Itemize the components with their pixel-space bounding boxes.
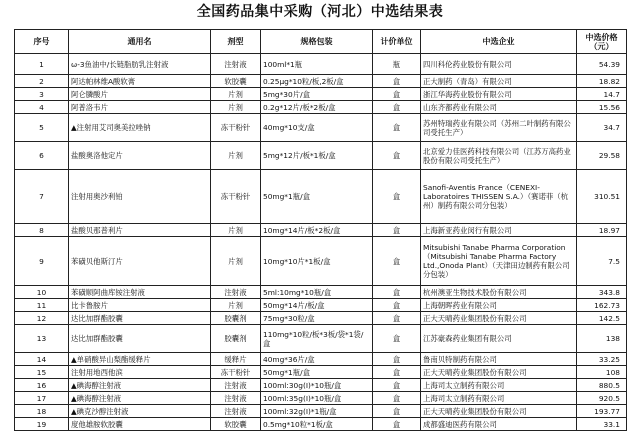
table-row [15, 379, 627, 392]
table-row [15, 114, 627, 142]
cell-spec: 10mg*14片/板*2板/盒 [261, 224, 373, 237]
cell-company: 正大制药（青岛）有限公司 [421, 75, 577, 88]
cell-company: 上海司太立制药有限公司 [421, 379, 577, 392]
cell-name: ▲单硝酸异山梨酯缓释片 [69, 353, 211, 366]
cell-seq: 19 [15, 418, 69, 431]
cell-unit: 盒 [373, 379, 421, 392]
cell-spec: 100ml:35g(I)*10瓶/盒 [261, 392, 373, 405]
cell-unit: 盒 [373, 325, 421, 353]
cell-price: 142.5 [577, 312, 627, 325]
cell-seq: 4 [15, 101, 69, 114]
header-name: 通用名 [69, 30, 211, 54]
cell-spec: 50mg*1瓶/盒 [261, 170, 373, 224]
cell-seq: 7 [15, 170, 69, 224]
cell-price: 108 [577, 366, 627, 379]
cell-form: 软胶囊 [211, 75, 261, 88]
cell-form: 注射液 [211, 392, 261, 405]
cell-company: 上海朝晖药业有限公司 [421, 299, 577, 312]
results-table [14, 29, 627, 431]
cell-company: 上海新亚药业闵行有限公司 [421, 224, 577, 237]
cell-unit: 盒 [373, 286, 421, 299]
table-row [15, 101, 627, 114]
cell-unit: 盒 [373, 237, 421, 286]
cell-name: ▲碘海醇注射液 [69, 392, 211, 405]
cell-name: ▲碘海醇注射液 [69, 379, 211, 392]
cell-seq: 3 [15, 88, 69, 101]
cell-seq: 9 [15, 237, 69, 286]
cell-spec: 5mg*30片/盒 [261, 88, 373, 101]
table-row [15, 286, 627, 299]
cell-seq: 17 [15, 392, 69, 405]
cell-price: 18.97 [577, 224, 627, 237]
cell-seq: 10 [15, 286, 69, 299]
cell-form: 注射液 [211, 286, 261, 299]
cell-name: 苯磺顺阿曲库铵注射液 [69, 286, 211, 299]
header-price: 中选价格（元） [577, 30, 627, 54]
cell-spec: 50mg*1瓶/盒 [261, 366, 373, 379]
cell-name: 达比加群酯胶囊 [69, 325, 211, 353]
cell-unit: 盒 [373, 88, 421, 101]
table-row [15, 142, 627, 170]
cell-company: 江苏豪森药业集团有限公司 [421, 325, 577, 353]
cell-price: 54.39 [577, 54, 627, 75]
table-row [15, 54, 627, 75]
cell-seq: 5 [15, 114, 69, 142]
cell-price: 15.56 [577, 101, 627, 114]
table-row [15, 75, 627, 88]
cell-form: 胶囊剂 [211, 325, 261, 353]
table-row [15, 312, 627, 325]
cell-price: 14.7 [577, 88, 627, 101]
document-title: 全国药品集中采购（河北）中选结果表 [196, 4, 444, 20]
cell-spec: 40mg*36片/盒 [261, 353, 373, 366]
cell-spec: 0.2g*12片/板*2板/盒 [261, 101, 373, 114]
cell-form: 冻干粉针 [211, 114, 261, 142]
table-row [15, 366, 627, 379]
cell-unit: 盒 [373, 75, 421, 88]
cell-seq: 2 [15, 75, 69, 88]
table-header [15, 30, 627, 54]
table-row [15, 418, 627, 431]
cell-name: 注射用地西他滨 [69, 366, 211, 379]
cell-price: 18.82 [577, 75, 627, 88]
cell-price: 880.5 [577, 379, 627, 392]
cell-unit: 盒 [373, 142, 421, 170]
table-body [15, 54, 627, 431]
cell-form: 片剂 [211, 237, 261, 286]
cell-form: 片剂 [211, 101, 261, 114]
cell-form: 片剂 [211, 142, 261, 170]
cell-unit: 盒 [373, 392, 421, 405]
cell-unit: 盒 [373, 366, 421, 379]
cell-name: ω-3鱼油中/长链脂肪乳注射液 [69, 54, 211, 75]
cell-unit: 盒 [373, 224, 421, 237]
cell-spec: 100ml*1瓶 [261, 54, 373, 75]
cell-form: 注射液 [211, 54, 261, 75]
cell-spec: 5mg*12片/板*1板/盒 [261, 142, 373, 170]
cell-price: 310.51 [577, 170, 627, 224]
cell-form: 缓释片 [211, 353, 261, 366]
cell-name: 比卡鲁胺片 [69, 299, 211, 312]
cell-unit: 盒 [373, 418, 421, 431]
cell-spec: 100ml:30g(I)*10瓶/盒 [261, 379, 373, 392]
cell-seq: 8 [15, 224, 69, 237]
header-spec: 规格包装 [261, 30, 373, 54]
cell-form: 注射液 [211, 405, 261, 418]
cell-unit: 瓶 [373, 54, 421, 75]
cell-seq: 15 [15, 366, 69, 379]
cell-spec: 0.25μg*10粒/板,2板/盒 [261, 75, 373, 88]
cell-price: 33.25 [577, 353, 627, 366]
table-row [15, 392, 627, 405]
cell-company: 浙江华海药业股份有限公司 [421, 88, 577, 101]
cell-unit: 盒 [373, 299, 421, 312]
cell-name: ▲注射用艾司奥美拉唑钠 [69, 114, 211, 142]
cell-price: 920.5 [577, 392, 627, 405]
cell-spec: 10mg*10片*1板/盒 [261, 237, 373, 286]
header-seq: 序号 [15, 30, 69, 54]
cell-company: 杭州澳亚生物技术股份有限公司 [421, 286, 577, 299]
cell-price: 34.7 [577, 114, 627, 142]
cell-seq: 13 [15, 325, 69, 353]
table-row [15, 237, 627, 286]
cell-seq: 16 [15, 379, 69, 392]
cell-seq: 6 [15, 142, 69, 170]
cell-unit: 盒 [373, 405, 421, 418]
cell-company: 上海司太立制药有限公司 [421, 392, 577, 405]
cell-name: 度他雄胺软胶囊 [69, 418, 211, 431]
cell-spec: 100ml:32g(I)*1瓶/盒 [261, 405, 373, 418]
table-row [15, 325, 627, 353]
cell-form: 片剂 [211, 299, 261, 312]
cell-form: 冻干粉针 [211, 366, 261, 379]
table-row [15, 224, 627, 237]
cell-unit: 盒 [373, 114, 421, 142]
cell-spec: 110mg*10粒/板*3板/袋*1袋/盒 [261, 325, 373, 353]
table-row [15, 299, 627, 312]
cell-price: 7.5 [577, 237, 627, 286]
cell-price: 138 [577, 325, 627, 353]
cell-form: 冻干粉针 [211, 170, 261, 224]
cell-company: 正大天晴药业集团股份有限公司 [421, 366, 577, 379]
cell-name: 苯磺贝他斯汀片 [69, 237, 211, 286]
cell-seq: 11 [15, 299, 69, 312]
cell-seq: 14 [15, 353, 69, 366]
cell-company: 四川科伦药业股份有限公司 [421, 54, 577, 75]
cell-company: 正大天晴药业集团股份有限公司 [421, 312, 577, 325]
cell-price: 343.8 [577, 286, 627, 299]
cell-spec: 40mg*10支/盒 [261, 114, 373, 142]
cell-name: 注射用奥沙利铂 [69, 170, 211, 224]
cell-name: ▲碘克沙醇注射液 [69, 405, 211, 418]
table-row [15, 88, 627, 101]
cell-spec: 75mg*30粒/盒 [261, 312, 373, 325]
cell-name: 阿达帕林维A酸软膏 [69, 75, 211, 88]
header-company: 中选企业 [421, 30, 577, 54]
cell-price: 29.58 [577, 142, 627, 170]
cell-price: 193.77 [577, 405, 627, 418]
cell-form: 片剂 [211, 88, 261, 101]
cell-form: 胶囊剂 [211, 312, 261, 325]
cell-price: 33.1 [577, 418, 627, 431]
cell-company: 正大天晴药业集团股份有限公司 [421, 405, 577, 418]
cell-company: Mitsubishi Tanabe Pharma Corporation（Mitsubishi Tanabe Pharma Factory Ltd.,Onoda Plant）（天津田边制药有限公司分包装） [421, 237, 577, 286]
table-row [15, 170, 627, 224]
cell-seq: 1 [15, 54, 69, 75]
cell-unit: 盒 [373, 312, 421, 325]
cell-spec: 5ml:10mg*10瓶/盒 [261, 286, 373, 299]
cell-unit: 盒 [373, 170, 421, 224]
header-form: 剂型 [211, 30, 261, 54]
cell-form: 注射液 [211, 379, 261, 392]
cell-form: 片剂 [211, 224, 261, 237]
cell-name: 达比加群酯胶囊 [69, 312, 211, 325]
cell-form: 软胶囊 [211, 418, 261, 431]
cell-unit: 盒 [373, 353, 421, 366]
cell-name: 盐酸贝那普利片 [69, 224, 211, 237]
cell-spec: 50mg*14片/板/盒 [261, 299, 373, 312]
cell-name: 盐酸奥洛他定片 [69, 142, 211, 170]
cell-name: 阿仑膦酸片 [69, 88, 211, 101]
table-row [15, 405, 627, 418]
cell-company: 北京爱力佳医药科技有限公司（江苏万高药业股份有限公司受托生产） [421, 142, 577, 170]
cell-company: Sanofi-Aventis France（CENEXI-Laboratoires THISSEN S.A.）（赛诺菲（杭州）制药有限公司分包装） [421, 170, 577, 224]
cell-name: 阿普洛韦片 [69, 101, 211, 114]
table-row [15, 353, 627, 366]
cell-company: 成都盛迪医药有限公司 [421, 418, 577, 431]
cell-spec: 0.5mg*10粒*1板/盒 [261, 418, 373, 431]
cell-seq: 12 [15, 312, 69, 325]
cell-price: 162.73 [577, 299, 627, 312]
cell-company: 鲁南贝特制药有限公司 [421, 353, 577, 366]
header-unit: 计价单位 [373, 30, 421, 54]
cell-seq: 18 [15, 405, 69, 418]
cell-company: 苏州特瑞药业有限公司（苏州二叶制药有限公司受托生产） [421, 114, 577, 142]
cell-unit: 盒 [373, 101, 421, 114]
cell-company: 山东齐都药业有限公司 [421, 101, 577, 114]
